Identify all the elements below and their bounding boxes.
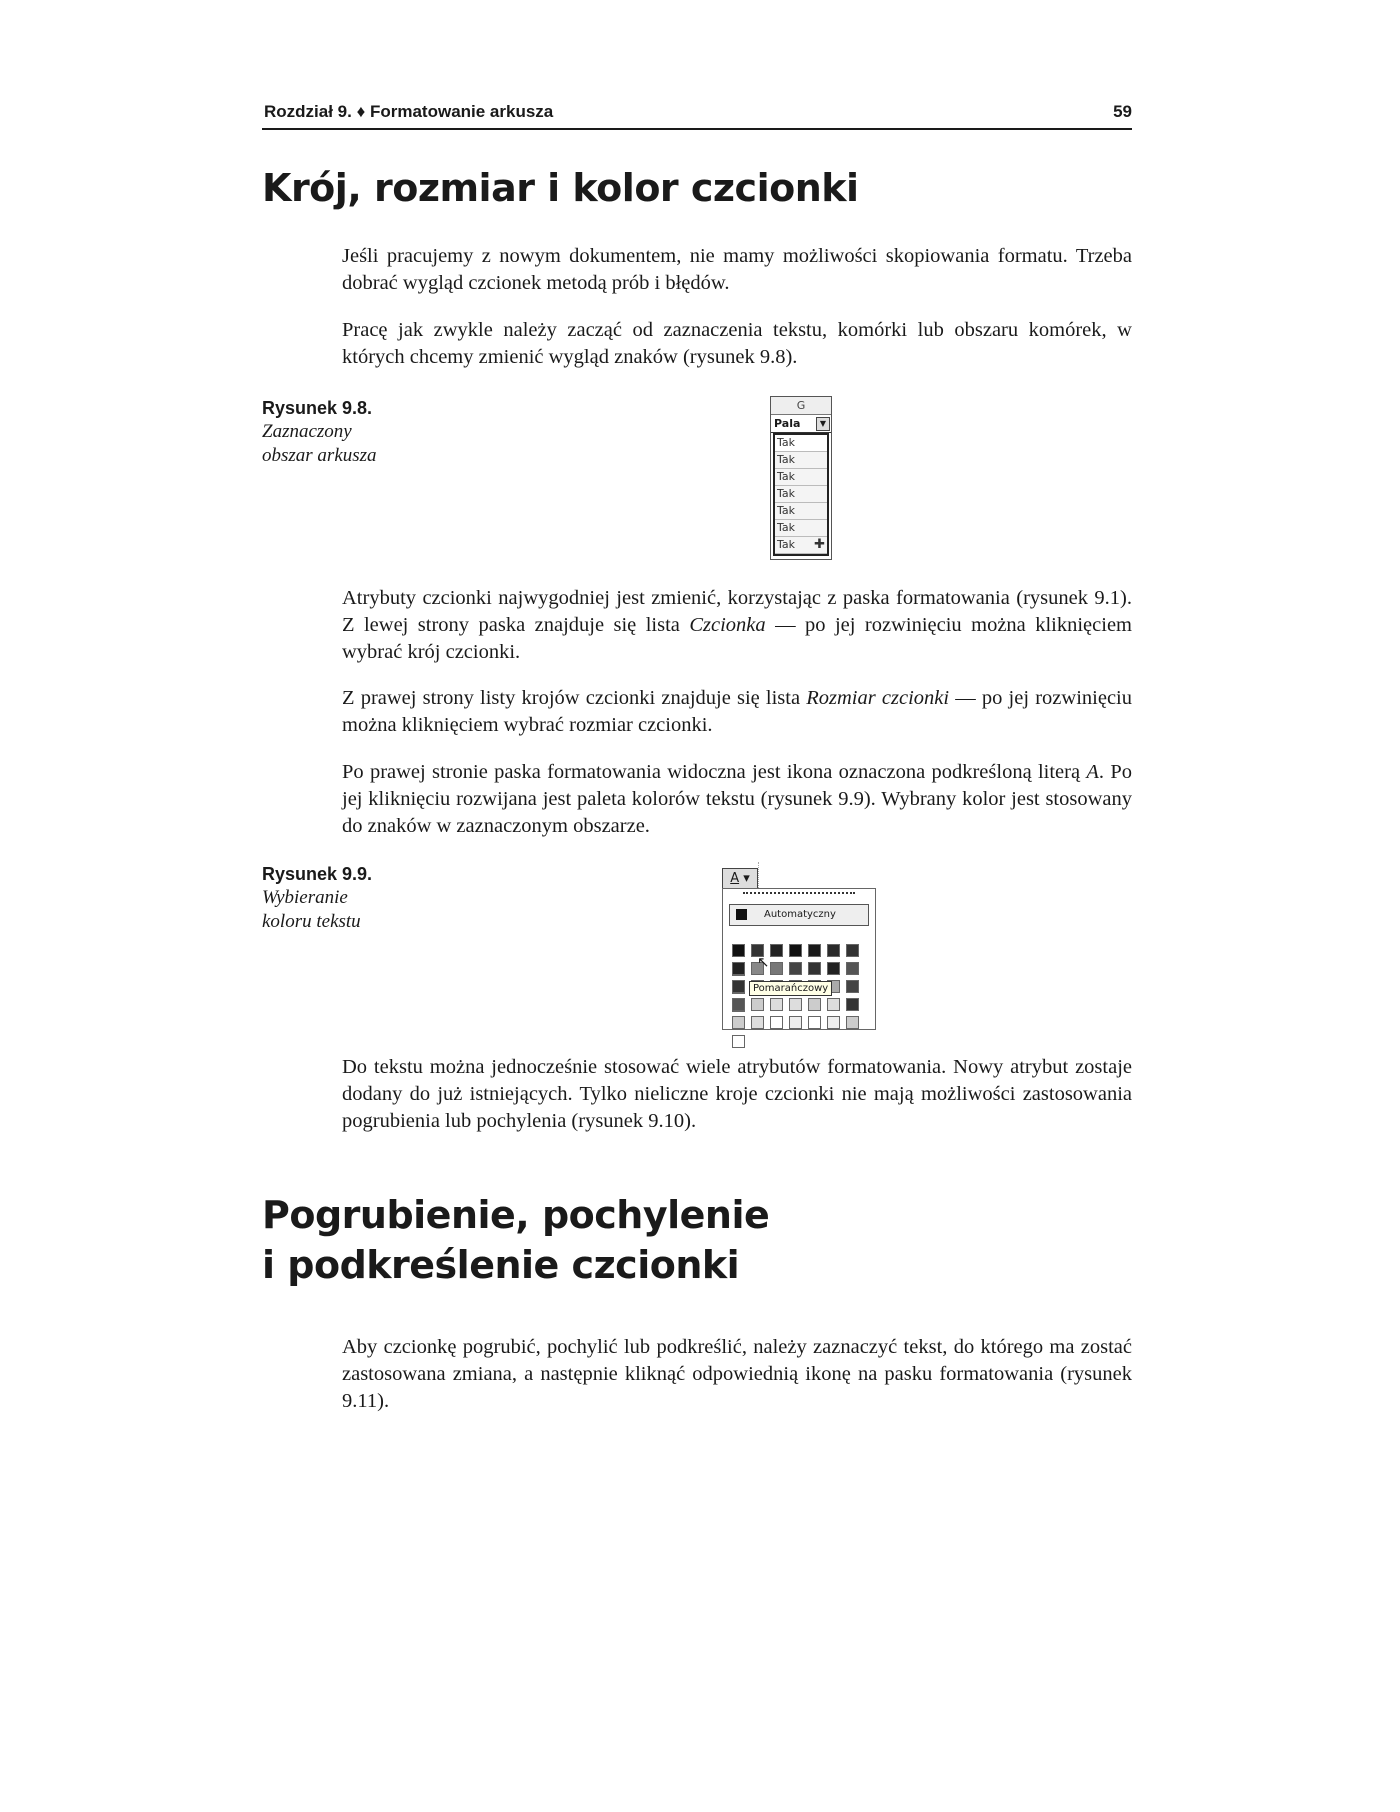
color-swatch: [736, 909, 747, 920]
palette-drag-handle: [743, 892, 855, 900]
color-swatch: [808, 1016, 821, 1029]
color-swatch: [808, 962, 821, 975]
swatch-row: [729, 995, 869, 1013]
paragraph-3: Atrybuty czcionki najwygodniej jest zmienić, korzystając z paska formatowania (rysunek 9.1). Z lewej strony paska znajduje się lista Czcionka — po jej rozwinięciu można kliknięciem wybrać krój czcionki.: [342, 587, 1132, 663]
column-header: G: [771, 397, 831, 415]
section-heading-font: Krój, rozmiar i kolor czcionki: [262, 166, 859, 210]
paragraph-4: Z prawej strony listy krojów czcionki znajduje się lista Rozmiar czcionki — po jej rozwinięciu można kliknięciem wybrać rozmiar czcionki.: [342, 687, 1132, 736]
swatch-row: [729, 1013, 869, 1031]
figure-caption-line: Zaznaczony: [262, 421, 352, 442]
selected-range: [773, 433, 829, 556]
figure-9-8-caption: [262, 396, 412, 468]
color-swatch: [732, 1035, 745, 1048]
color-swatch: [770, 962, 783, 975]
cell-last: [775, 537, 827, 554]
paragraph-1: Jeśli pracujemy z nowym dokumentem, nie mamy możliwości skopiowania formatu. Trzeba dobrać wygląd czcionek metodą prób i błędów.: [342, 245, 1132, 294]
color-swatch: [789, 998, 802, 1011]
color-swatch: [808, 944, 821, 957]
figure-9-9-caption: [262, 862, 412, 934]
page-number: 59: [1113, 102, 1132, 121]
filter-label: Pala: [774, 417, 801, 430]
cell: Tak: [775, 503, 827, 520]
italic-term: Czcionka: [689, 614, 766, 636]
color-swatch: [827, 1016, 840, 1029]
figure-9-8-spreadsheet-selection: [770, 396, 832, 560]
color-swatch: [827, 998, 840, 1011]
color-swatch: [751, 998, 764, 1011]
sheet-gridlines: [758, 862, 879, 888]
cell: Tak: [775, 435, 827, 452]
cell: Tak: [775, 452, 827, 469]
color-swatch: [789, 944, 802, 957]
paragraph-2: Pracę jak zwykle należy zacząć od zaznaczenia tekstu, komórki lub obszaru komórek, w których chcemy zmienić wygląd znaków (rysunek 9.8).: [342, 319, 1132, 368]
color-swatch: [732, 980, 745, 993]
mouse-pointer-icon: ↖: [757, 953, 770, 971]
section-heading-styles: [262, 1190, 1062, 1290]
autofilter-cell: [771, 415, 831, 433]
swatch-row: [729, 959, 869, 977]
color-swatch: [770, 998, 783, 1011]
color-swatch: [846, 944, 859, 957]
color-swatch: [732, 962, 745, 975]
heading-line: Pogrubienie, pochylenie: [262, 1193, 770, 1237]
figure-9-9-color-palette: [718, 862, 878, 1030]
heading-line: i podkreślenie czcionki: [262, 1243, 740, 1287]
color-swatch: [846, 980, 859, 993]
color-swatch: [789, 1016, 802, 1029]
running-header: [262, 100, 1132, 130]
font-color-button: A ▾: [722, 868, 758, 890]
cell: Tak: [775, 486, 827, 503]
color-swatch: [846, 962, 859, 975]
italic-term: A: [1086, 761, 1099, 783]
paragraph-7: Aby czcionkę pogrubić, pochylić lub podkreślić, należy zaznaczyć tekst, do którego ma zostać zastosowana zmiana, a następnie kliknąć odpowiednią ikonę na pasku formatowania (rysunek 9.11).: [342, 1336, 1132, 1412]
figure-caption-line: obszar arkusza: [262, 445, 377, 466]
color-swatch: [751, 1016, 764, 1029]
automatic-color-option: [729, 904, 869, 926]
figure-number: Rysunek 9.9.: [262, 864, 373, 884]
color-swatch: [846, 998, 859, 1011]
color-swatch: [770, 1016, 783, 1029]
color-swatch: [827, 962, 840, 975]
font-color-letter: A: [730, 871, 740, 886]
color-swatch: [808, 998, 821, 1011]
color-swatch: [732, 1016, 745, 1029]
color-swatch: [827, 944, 840, 957]
figure-caption-line: Wybieranie: [262, 887, 348, 908]
dropdown-arrow-icon: ▼: [816, 417, 830, 431]
color-tooltip: Pomarańczowy: [749, 981, 832, 996]
color-palette-dropdown: [722, 888, 876, 1030]
color-swatch: [732, 998, 745, 1011]
italic-term: Rozmiar czcionki: [806, 687, 950, 709]
cross-cursor-icon: ✚: [814, 537, 825, 552]
color-swatch: [770, 944, 783, 957]
cell-text: Tak: [777, 538, 796, 551]
color-swatch: [789, 962, 802, 975]
cell: Tak: [775, 520, 827, 537]
color-swatch: [846, 1016, 859, 1029]
swatch-row: [729, 941, 869, 959]
cell: Tak: [775, 469, 827, 486]
figure-caption-line: koloru tekstu: [262, 911, 361, 932]
automatic-label: Automatyczny: [764, 909, 836, 920]
color-swatch: [732, 944, 745, 957]
paragraph-5: Po prawej stronie paska formatowania widoczna jest ikona oznaczona podkreśloną literą A. Po jej kliknięciu rozwijana jest paleta kolorów tekstu (rysunek 9.9). Wybrany kolor jest stosowany do znaków w zaznaczonym obszarze.: [342, 761, 1132, 837]
chapter-title: Rozdział 9. ♦ Formatowanie arkusza: [264, 102, 554, 121]
figure-number: Rysunek 9.8.: [262, 398, 373, 418]
paragraph-6: Do tekstu można jednocześnie stosować wiele atrybutów formatowania. Nowy atrybut zostaje dodany do już istniejących. Tylko nieliczne kroje czcionki nie mają możliwości zastosowania pogrubienia lub pochylenia (rysunek 9.10).: [342, 1056, 1132, 1132]
